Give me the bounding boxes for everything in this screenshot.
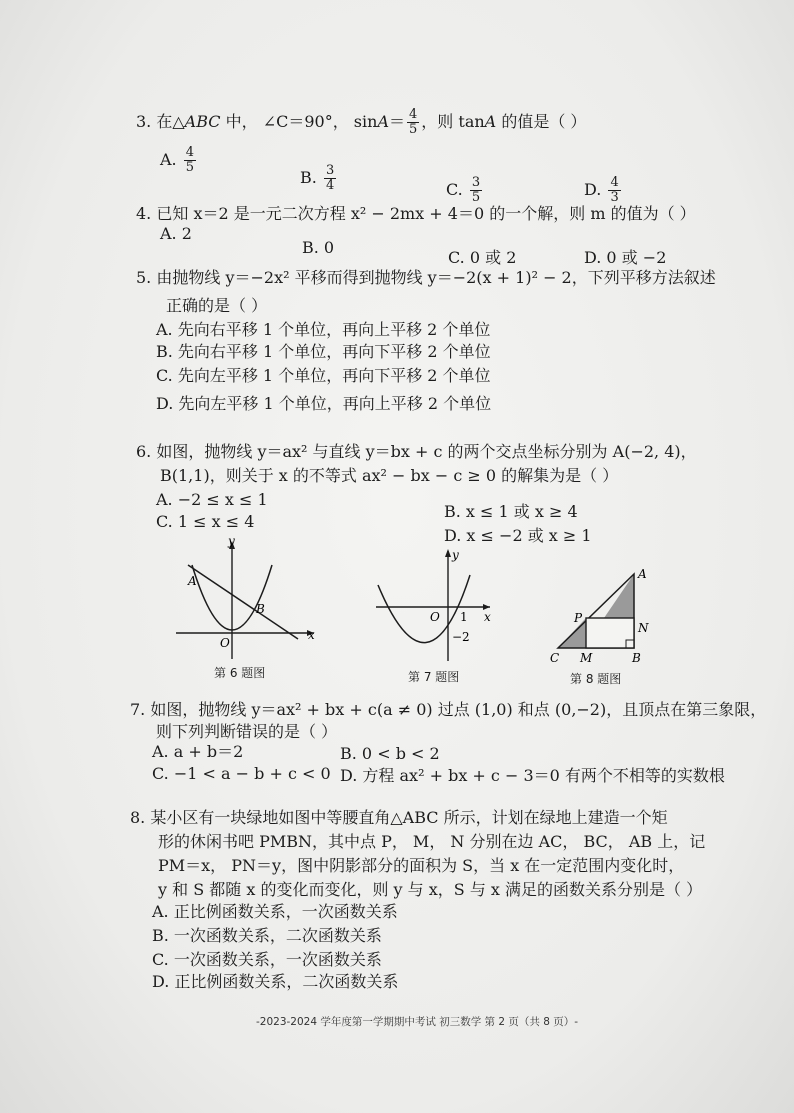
q3-option-a: A. $\frac{4}{5}$ (160, 145, 195, 175)
q8-option-c: C. 一次函数关系，一次函数关系 (152, 950, 382, 969)
page-footer: -2023-2024 学年度第一学期期中考试 初三数学 第 2 页（共 8 页）- (256, 1016, 579, 1028)
q5-stem-line1: 5. 由抛物线 y＝−2x² 平移而得到抛物线 y＝−2(x + 1)² − 2，下列平移方法叙述 (136, 268, 716, 287)
fig6-label-o: O (220, 636, 230, 650)
fig8-shaded-triangle-top (604, 574, 634, 618)
q4-option-a: A. 2 (160, 224, 192, 243)
q8-stem-line1: 8. 某小区有一块绿地如图中等腰直角△ABC 所示，计划在绿地上建造一个矩 (130, 808, 668, 827)
q8-stem-line4: y 和 S 都随 x 的变化而变化，则 y 与 x，S 与 x 满足的函数关系分别是（ ） (158, 880, 703, 899)
q5-stem-line2: 正确的是（ ） (166, 296, 268, 315)
q6-option-c: C. 1 ≤ x ≤ 4 (156, 512, 255, 531)
q8-option-d: D. 正比例函数关系，二次函数关系 (152, 972, 399, 991)
fig7-label-y: y (452, 548, 459, 562)
fig6-label-b: B (256, 602, 265, 616)
q5-option-d: D. 先向左平移 1 个单位，再向上平移 2 个单位 (156, 394, 492, 413)
fig8-label-b: B (632, 651, 641, 665)
q8-option-b: B. 一次函数关系，二次函数关系 (152, 926, 382, 945)
fig8-rectangle-pmbn (586, 618, 634, 648)
fig8-label-m: M (580, 651, 593, 665)
fig6-label-x: x (308, 628, 315, 642)
fig7-label-o: O (430, 610, 440, 624)
q7-option-b: B. 0 < b < 2 (340, 744, 440, 763)
fig8-label-c: C (550, 651, 560, 665)
fig8-label-n: N (638, 621, 649, 635)
figure-8 (546, 560, 656, 670)
fig8-caption: 第 8 题图 (570, 672, 622, 686)
fig7-caption: 第 7 题图 (408, 670, 460, 684)
q3-stem: 3. 在△ABC 中， ∠C＝90°， sinA＝ $\frac{4}{5}$ ，则 tanA 的值是（ ） (136, 107, 587, 137)
fig6-caption: 第 6 题图 (214, 666, 266, 680)
q7-option-d: D. 方程 ax² + bx + c − 3＝0 有两个不相等的实数根 (340, 766, 725, 785)
q7-option-a: A. a + b＝2 (152, 742, 244, 761)
fig7-label-one: 1 (460, 610, 468, 624)
fig7-y-arrow-icon (445, 549, 451, 557)
fig7-label-x: x (484, 610, 491, 624)
q6-option-b: B. x ≤ 1 或 x ≥ 4 (444, 502, 578, 521)
fig8-label-p: P (574, 611, 583, 625)
q3-option-c: C. $\frac{3}{5}$ (446, 175, 481, 205)
q5-option-c: C. 先向左平移 1 个单位，再向下平移 2 个单位 (156, 366, 491, 385)
q8-option-a: A. 正比例函数关系，一次函数关系 (152, 902, 398, 921)
fig6-label-a: A (188, 574, 197, 588)
q6-option-a: A. −2 ≤ x ≤ 1 (156, 490, 268, 509)
q4-option-c: C. 0 或 2 (448, 248, 517, 267)
q4-option-d: D. 0 或 −2 (584, 248, 667, 267)
q7-stem-line2: 则下列判断错误的是（ ） (156, 722, 338, 741)
q8-stem-line3: PM＝x， PN＝y，图中阴影部分的面积为 S，当 x 在一定范围内变化时， (158, 856, 685, 875)
q6-stem-line2: B(1,1)，则关于 x 的不等式 ax² − bx − c ≥ 0 的解集为是（ ） (160, 466, 619, 485)
q5-option-b: B. 先向右平移 1 个单位，再向下平移 2 个单位 (156, 342, 491, 361)
fig6-line (188, 565, 298, 639)
q3-option-d: D. $\frac{4}{3}$ (584, 175, 619, 205)
q6-option-d: D. x ≤ −2 或 x ≥ 1 (444, 526, 592, 545)
q7-option-c: C. −1 < a − b + c < 0 (152, 764, 331, 783)
q3-sin-fraction: $\frac{4}{5}$ (409, 107, 418, 137)
q7-stem-line1: 7. 如图，抛物线 y＝ax² + bx + c(a ≠ 0) 过点 (1,0) 和点 (0,−2)，且顶点在第三象限， (130, 700, 767, 719)
fig6-label-y: y (228, 535, 235, 548)
q6-stem-line1: 6. 如图，抛物线 y＝ax² 与直线 y＝bx + c 的两个交点坐标分别为 A(−2, 4)， (136, 442, 697, 461)
q4-stem: 4. 已知 x＝2 是一元二次方程 x² − 2mx + 4＝0 的一个解，则 m 的值为（ ） (136, 204, 696, 223)
fig7-label-neg2: −2 (452, 630, 470, 644)
q4-option-b: B. 0 (302, 238, 335, 257)
q5-option-a: A. 先向右平移 1 个单位，再向上平移 2 个单位 (156, 320, 491, 339)
q8-stem-line2: 形的休闲书吧 PMBN，其中点 P， M， N 分别在边 AC， BC， AB 上，记 (158, 832, 706, 851)
figure-7 (372, 545, 502, 665)
figure-6 (170, 535, 320, 663)
fig8-label-a: A (638, 567, 647, 581)
q3-option-b: B. $\frac{3}{4}$ (300, 163, 335, 193)
